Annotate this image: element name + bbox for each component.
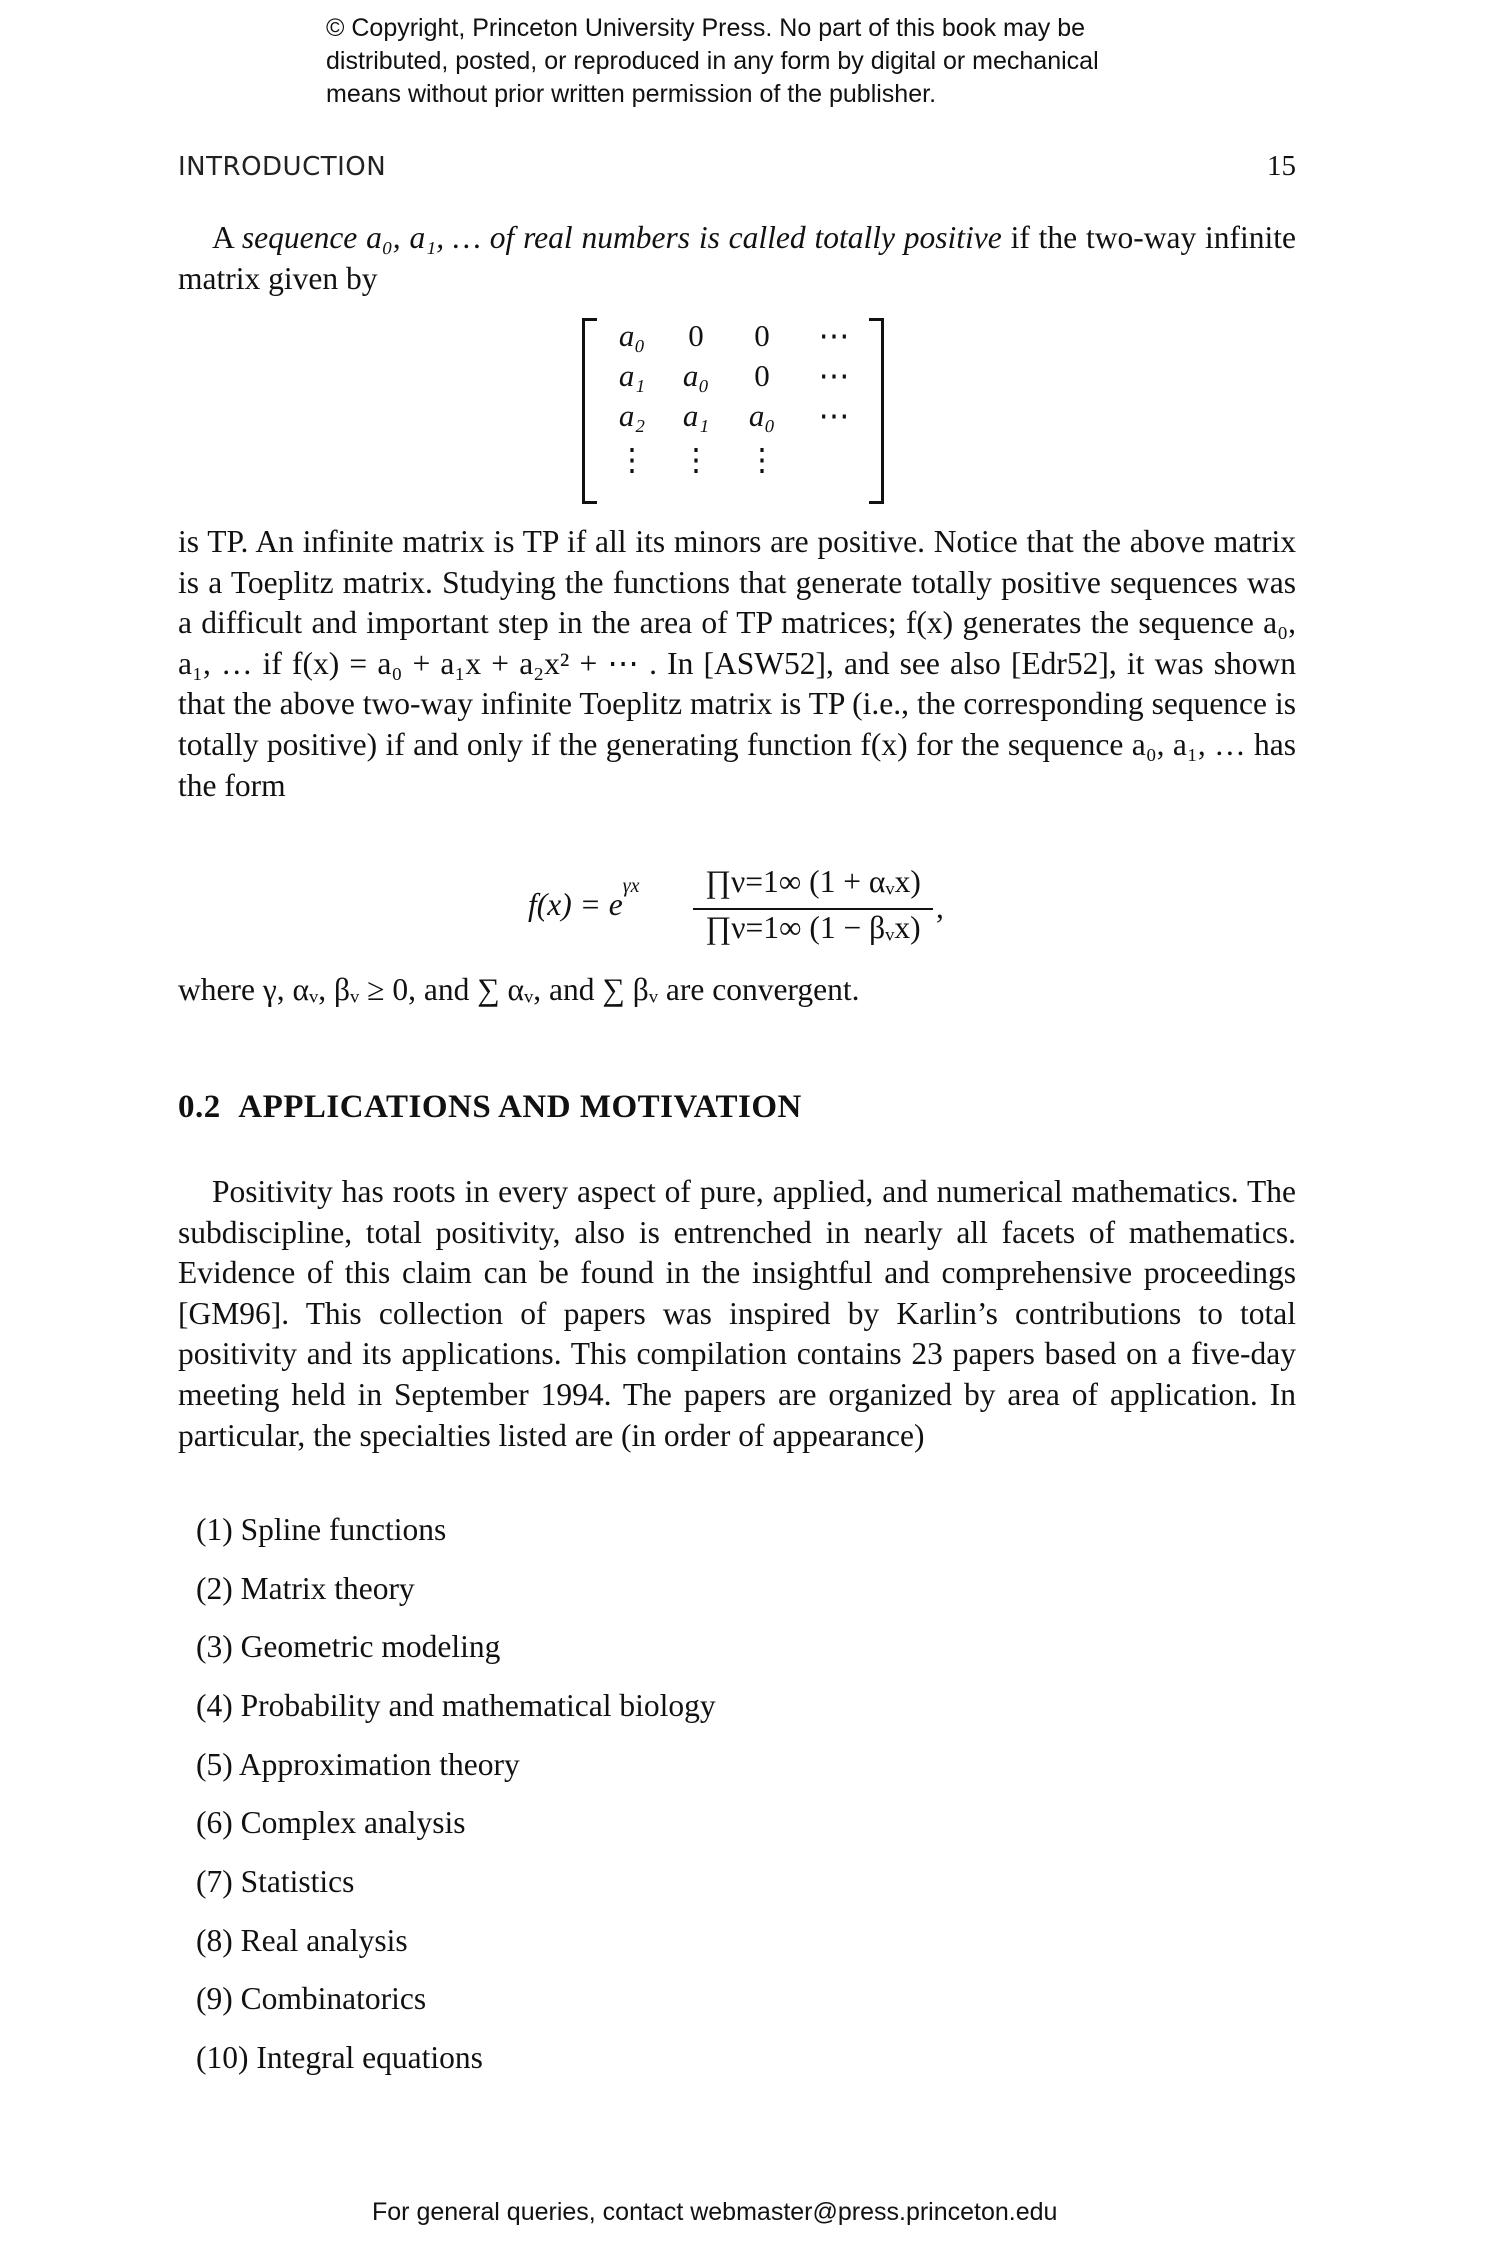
list-item: (7) Statistics (196, 1864, 355, 1899)
matrix-cell: ⋮ (746, 442, 778, 477)
matrix-cell: ⋮ (680, 442, 712, 477)
formula-denominator: ∏ν=1∞ (1 − βᵥx) (705, 910, 921, 945)
toeplitz-paragraph: is TP. An infinite matrix is TP if all its minors are positive. Notice that the above matrix is a Toeplitz matrix. Studying the functions that generate totally positive sequences was a difficult and important step in the area of TP matrices; f(x) generates the sequence a₀, a₁, … if f(x) = a₀ + a₁x + a₂x² + ⋯ . In [ASW52], and see also [Edr52], it was shown that the above two-way infinite Toeplitz matrix is TP (i.e., the corresponding sequence is totally positive) if and only if the generating function f(x) for the sequence a₀, a₁, … has the form (178, 524, 1296, 803)
matrix-cell: a₀ (748, 398, 776, 433)
formula-numerator: ∏ν=1∞ (1 + αᵥx) (705, 864, 921, 899)
matrix-cell: 0 (754, 358, 770, 393)
generating-function-formula (528, 860, 1028, 960)
footer-contact: For general queries, contact webmaster@press.princeton.edu (372, 2198, 1058, 2226)
running-head: INTRODUCTION (178, 152, 387, 182)
matrix-cell: a₁ (682, 398, 710, 433)
right-bracket (869, 318, 884, 504)
list-item: (2) Matrix theory (196, 1571, 415, 1606)
formula-exponent: γx (622, 874, 640, 897)
matrix-cell: a₀ (682, 358, 710, 393)
list-item: (8) Real analysis (196, 1923, 408, 1958)
paragraph-lead: A (212, 220, 242, 255)
copyright-line: means without prior written permission of the publisher. (326, 80, 937, 108)
matrix-cell: a₀ (618, 318, 646, 353)
section-number: 0.2 (178, 1089, 221, 1125)
copyright-line: distributed, posted, or reproduced in any form by digital or mechanical (326, 47, 1099, 75)
matrix-cell: ⋯ (818, 318, 850, 353)
copyright-line: © Copyright, Princeton University Press. No part of this book may be (326, 14, 1086, 42)
formula-comma: , (936, 890, 944, 925)
definition-italic: sequence a₀, a₁, … of real numbers is called totally positive (241, 220, 1002, 255)
list-item: (10) Integral equations (196, 2040, 483, 2075)
page-number: 15 (1267, 150, 1296, 182)
left-bracket (582, 318, 597, 504)
list-item: (1) Spline functions (196, 1512, 447, 1547)
matrix-cell: ⋮ (616, 442, 648, 477)
applications-paragraph: Positivity has roots in every aspect of pure, applied, and numerical mathematics. The subdiscipline, total positivity, also is entrenched in nearly all facets of mathematics. Evidence of this claim can be found in the insightful and comprehensive proceedings [GM96]. This collection of papers was inspired by Karlin’s contributions to total positivity and its applications. This compilation contains 23 papers based on a five-day meeting held in September 1994. The papers are organized by area of application. In particular, the specialties listed are (in order of appearance) (178, 1174, 1296, 1453)
paragraph-rest: if the two-way infinite matrix given by (178, 220, 1297, 296)
definition-paragraph (178, 218, 1296, 299)
matrix-cell: ⋯ (818, 358, 850, 393)
toeplitz-matrix (582, 318, 884, 498)
matrix-cell: 0 (754, 318, 770, 353)
copyright-notice (326, 12, 1226, 111)
list-item: (3) Geometric modeling (196, 1629, 501, 1664)
section-heading (178, 1089, 802, 1126)
list-item: (5) Approximation theory (196, 1747, 520, 1782)
matrix-cell: a₂ (618, 398, 646, 433)
list-item: (6) Complex analysis (196, 1805, 466, 1840)
matrix-cell: ⋯ (818, 398, 850, 433)
matrix-cell: 0 (688, 318, 704, 353)
matrix-cell: a₁ (618, 358, 646, 393)
formula-lhs: f(x) = e (528, 887, 623, 922)
list-item: (4) Probability and mathematical biology (196, 1688, 716, 1723)
section-title: APPLICATIONS AND MOTIVATION (238, 1089, 802, 1125)
list-item: (9) Combinatorics (196, 1981, 427, 2016)
where-clause: where γ, αᵥ, βᵥ ≥ 0, and ∑ αᵥ, and ∑ βᵥ are convergent. (178, 972, 860, 1007)
